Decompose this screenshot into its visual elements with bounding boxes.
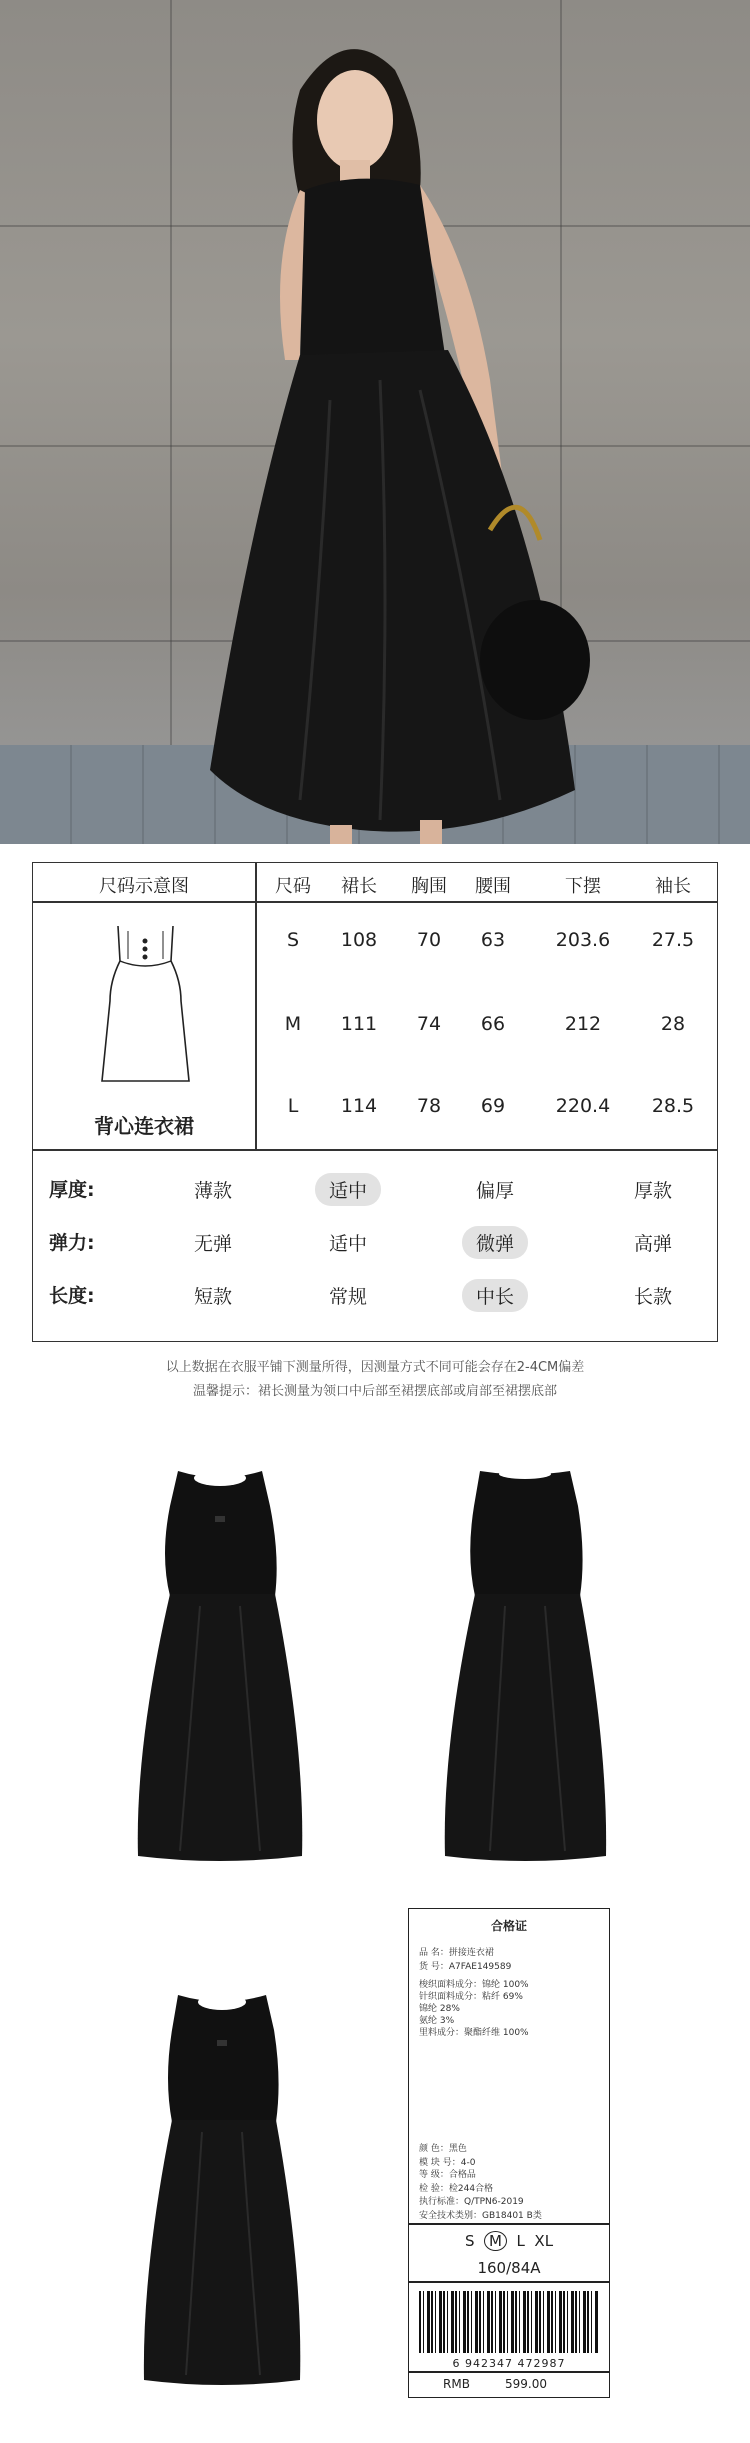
hero-photo — [0, 0, 750, 844]
attr-option: 无弹 — [193, 1233, 232, 1255]
hangtag-line: 安全技术类别：GB18401 B类 — [419, 2211, 542, 2221]
attr-label: 厚度: — [49, 1179, 95, 1201]
hangtag-line: 等 级：合格品 — [419, 2170, 476, 2180]
table-cell: 108 — [340, 929, 378, 951]
barcode-icon — [419, 2291, 599, 2353]
size-option-selected: M — [484, 2231, 507, 2251]
table-cell: S — [286, 929, 300, 951]
table-cell: M — [284, 1013, 302, 1035]
dress-front-image — [130, 1466, 310, 1866]
hangtag-line: 货 号：A7FAE149589 — [419, 1962, 512, 1972]
table-cell: L — [287, 1095, 299, 1117]
attr-option-selected: 适中 — [298, 1173, 398, 1206]
col-header: 胸围 — [411, 876, 447, 897]
hangtag-line: 锦纶 28% — [419, 2004, 460, 2014]
table-cell: 78 — [416, 1095, 442, 1117]
dress-side-image — [140, 1990, 305, 2390]
hangtag-line: 针织面料成分：粘纤 69% — [419, 1992, 523, 2002]
table-cell: 69 — [480, 1095, 506, 1117]
measurement-note: 以上数据在衣服平铺下测量所得，因测量方式不同可能会存在2-4CM偏差 — [165, 1360, 585, 1375]
attr-option: 长款 — [633, 1286, 672, 1308]
price-label: RMB — [443, 2377, 470, 2391]
table-cell: 212 — [564, 1013, 602, 1035]
size-chart — [32, 862, 718, 1342]
size-option: L — [516, 2232, 525, 2250]
barcode-number: 6 942347 472987 — [452, 2357, 566, 2370]
table-cell: 63 — [480, 929, 506, 951]
table-cell: 220.4 — [555, 1095, 611, 1117]
hangtag-line: 模 块 号：4-0 — [419, 2158, 476, 2168]
table-cell: 111 — [340, 1013, 378, 1035]
size-option: XL — [534, 2232, 554, 2250]
table-cell: 114 — [340, 1095, 378, 1117]
attr-option-selected: 中长 — [445, 1279, 545, 1312]
diagram-caption: 背心连衣裙 — [94, 1114, 194, 1138]
attr-label: 弹力: — [49, 1232, 95, 1254]
hangtag-line: 检 验：检244合格 — [419, 2184, 494, 2194]
attr-option: 适中 — [328, 1233, 367, 1255]
col-header: 袖长 — [655, 876, 691, 897]
table-cell: 28 — [660, 1013, 686, 1035]
diagram-title: 尺码示意图 — [99, 876, 189, 897]
model-figure — [0, 0, 750, 844]
table-cell: 74 — [416, 1013, 442, 1035]
dress-back-image — [440, 1466, 610, 1866]
hangtag — [408, 1908, 610, 2398]
hangtag-line: 氨纶 3% — [419, 2016, 455, 2026]
size-option: S — [464, 2232, 475, 2250]
attr-option: 薄款 — [193, 1180, 232, 1202]
price: 599.00 — [505, 2377, 547, 2391]
size-options — [409, 2231, 609, 2251]
attr-option-selected: 微弹 — [445, 1226, 545, 1259]
table-cell: 66 — [480, 1013, 506, 1035]
hangtag-line: 里料成分：聚酯纤维 100% — [419, 2028, 529, 2038]
size-spec: 160/84A — [477, 2259, 541, 2277]
table-cell: 27.5 — [651, 929, 695, 951]
attr-option: 厚款 — [633, 1180, 672, 1202]
measurement-tip: 温馨提示：裙长测量为领口中后部至裙摆底部或肩部至裙摆底部 — [192, 1384, 557, 1399]
attr-option: 常规 — [328, 1286, 367, 1308]
attr-option: 高弹 — [633, 1233, 672, 1255]
col-header: 裙长 — [341, 876, 377, 897]
col-header: 下摆 — [565, 876, 601, 897]
col-header: 腰围 — [475, 876, 511, 897]
hangtag-line: 颜 色：黑色 — [419, 2144, 467, 2154]
attr-option: 偏厚 — [475, 1180, 514, 1202]
table-cell: 28.5 — [651, 1095, 695, 1117]
attr-label: 长度: — [49, 1285, 95, 1307]
col-header: 尺码 — [275, 876, 311, 897]
hangtag-line: 品 名：拼接连衣裙 — [419, 1948, 494, 1958]
hangtag-line: 梭织面料成分：锦纶 100% — [419, 1980, 529, 1990]
hangtag-line: 执行标准：Q/TPN6-2019 — [419, 2197, 524, 2207]
dress-diagram-icon — [98, 921, 193, 1086]
attr-option: 短款 — [193, 1286, 232, 1308]
hangtag-title: 合格证 — [490, 1919, 527, 1933]
table-cell: 70 — [416, 929, 442, 951]
table-cell: 203.6 — [555, 929, 611, 951]
